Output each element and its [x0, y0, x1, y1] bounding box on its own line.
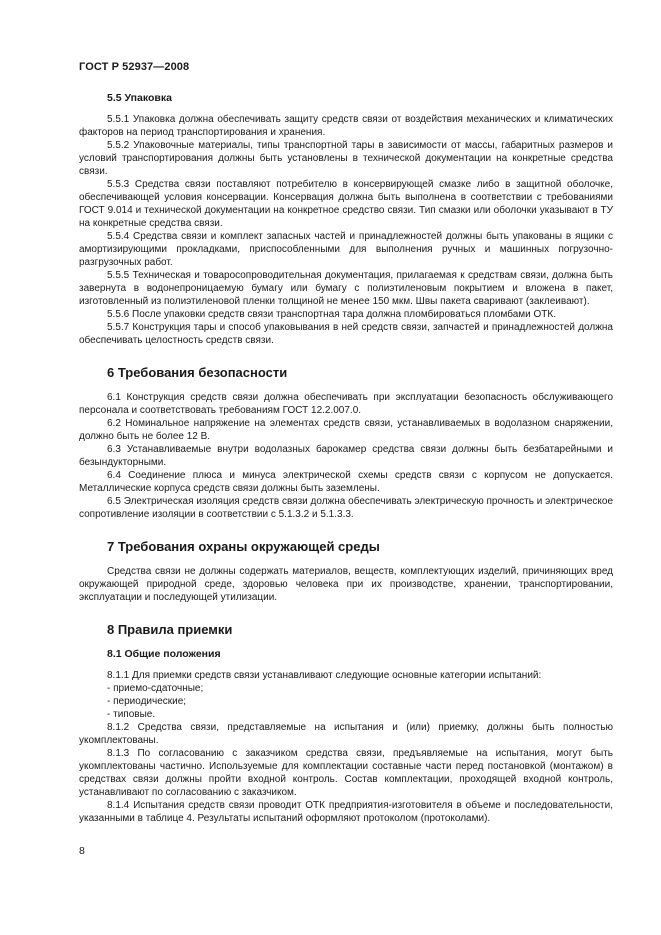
section-5-5-title: 5.5 Упаковка [107, 92, 172, 104]
paragraph-7: Средства связи не должны содержать материалов, веществ, комплектующих изделий, причиняющих вред окружающей природной среде, здоровью человека при их производстве, хранении, транспортировании, эксплуатации и последующей утилизации. [79, 566, 613, 603]
paragraph-5-5-7: 5.5.7 Конструкция тары и способ упаковывания в ней средств связи, запчастей и принадлежностей должна обеспечивать целостность средств связи. [79, 322, 613, 346]
paragraph-8-1-4: 8.1.4 Испытания средств связи проводит ОТК предприятия-изготовителя в объеме и последовательности, указанными в таблице 4. Результаты испытаний оформляют протоколом (протоколами). [79, 800, 613, 824]
paragraph-5-5-4: 5.5.4 Средства связи и комплект запасных частей и принадлежностей должны быть упакованы в ящики с амортизирующими прокладками, приспособленными для выполнения ручных и машинных погрузочно-разгрузочных работ. [79, 231, 613, 268]
paragraph-6-5: 6.5 Электрическая изоляция средств связи должна обеспечивать электрическую прочность и электрическое сопротивление изоляции в соответствии с 5.1.3.2 и 5.1.3.3. [79, 496, 613, 520]
paragraph-5-5-2: 5.5.2 Упаковочные материалы, типы транспортной тары в зависимости от массы, габаритных размеров и условий транспортирования должны быть установлены в технической документации на конкретные средства связи. [79, 140, 613, 177]
section-8-1-title: 8.1 Общие положения [107, 648, 221, 660]
paragraph-6-2: 6.2 Номинальное напряжение на элементах средств связи, устанавливаемых в водолазном снаряжении, должно быть не более 12 В. [79, 418, 613, 442]
paragraph-8-1-1: 8.1.1 Для приемки средств связи устанавливают следующие основные категории испытаний: [107, 670, 542, 681]
page-number: 8 [79, 845, 85, 857]
paragraph-8-1-2: 8.1.2 Средства связи, представляемые на испытания и (или) приемку, должны быть полностью укомплектованы. [79, 722, 613, 746]
list-item: - периодические; [107, 696, 187, 707]
document-code: ГОСТ Р 52937—2008 [79, 61, 190, 73]
paragraph-6-4: 6.4 Соединение плюса и минуса электрической схемы средств связи с корпусом не допускается. Металлические корпуса средств связи должны быть заземлены. [79, 470, 613, 494]
page-content [79, 92, 613, 825]
paragraph-5-5-5: 5.5.5 Техническая и товаросопроводительная документация, прилагаемая к средствам связи, должна быть завернута в водонепроницаемую бумагу или бумагу с полиэтиленовым покрытием и вложена в пакет, изготовленный из полиэтиленовой пленки толщиной не менее 150 мкм. Швы пакета сваривают (заклеивают). [79, 270, 613, 307]
list-item: - приемо-сдаточные; [107, 683, 204, 694]
section-7-title: 7 Требования охраны окружающей среды [107, 539, 380, 554]
paragraph-5-5-1: 5.5.1 Упаковка должна обеспечивать защиту средств связи от воздействия механических и климатических факторов на период транспортирования и хранения. [79, 114, 613, 138]
paragraph-6-1: 6.1 Конструкция средств связи должна обеспечивать при эксплуатации безопасность обслуживающего персонала и соответствовать требованиям ГОСТ 12.2.007.0. [79, 392, 613, 416]
list-item: - типовые. [107, 709, 156, 720]
paragraph-6-3: 6.3 Устанавливаемые внутри водолазных барокамер средства связи должны быть безбатарейными и безындукторными. [79, 444, 613, 468]
paragraph-5-5-3: 5.5.3 Средства связи поставляют потребителю в консервирующей смазке либо в защитной оболочке, обеспечивающей условия консервации. Консервация должна быть выполнена в соответствии с требованиями ГОСТ 9.014 и технической документации на конкретное средство связи. Тип смазки или оболочки указывают в ТУ на конкретные средства связи. [79, 179, 613, 229]
paragraph-5-5-6: 5.5.6 После упаковки средств связи транспортная тара должна пломбироваться пломбами ОТК. [107, 309, 557, 320]
section-8-title: 8 Правила приемки [107, 622, 233, 637]
section-6-title: 6 Требования безопасности [107, 365, 288, 380]
paragraph-8-1-3: 8.1.3 По согласованию с заказчиком средства связи, предъявляемые на испытания, могут быть укомплектованы частично. Используемые для комплектации составные части перед постановкой (монтажом) в средствах связи должны пройти входной контроль. Состав комплектации, проходящей входной контроль, устанавливают по согласованию с заказчиком. [79, 748, 613, 798]
